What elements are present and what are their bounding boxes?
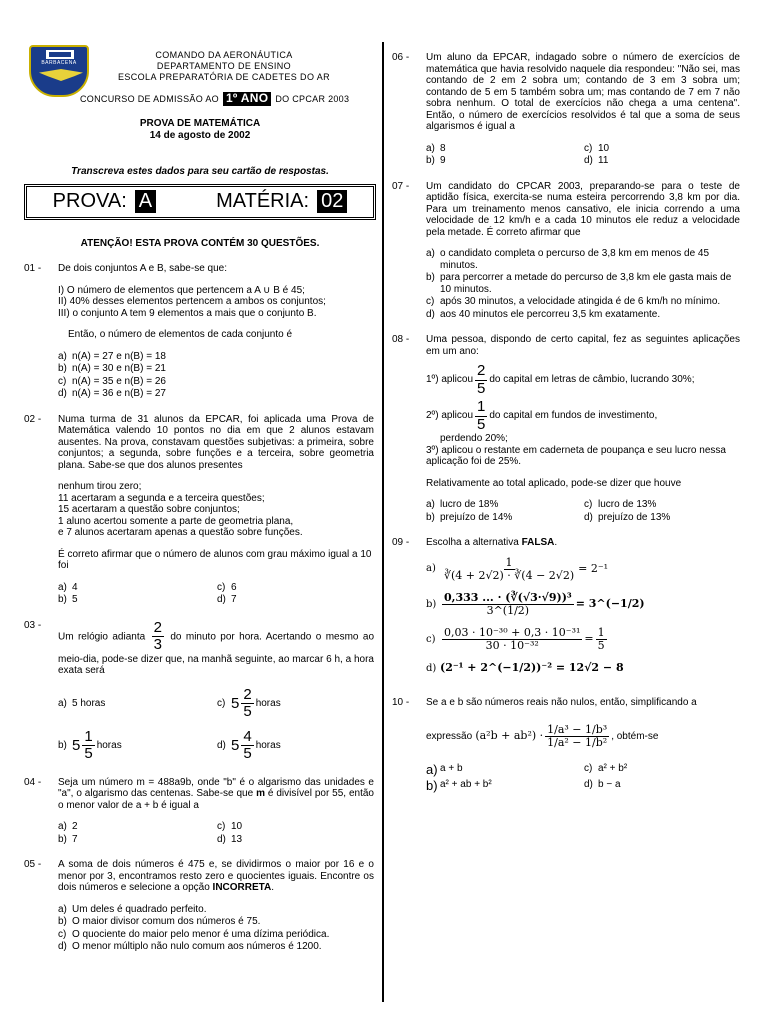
option-c[interactable]: c) $\frac{\text{0,03 · 10⁻³⁰ + 0,3 · 10⁻³¹}}{\text{30 · 10⁻³²}}$ = $\frac{1}{5}$ <box>426 625 605 652</box>
fraction: $\frac{2}{3}$ <box>153 618 162 653</box>
option-b[interactable]: b) O maior divisor comum dos números é 75. <box>58 916 261 927</box>
option-d[interactable]: d) prejuízo de 13% <box>584 511 671 523</box>
transcreva-note: Transcreva estes dados para seu cartão de respostas. <box>71 166 329 177</box>
question-03 <box>24 620 376 763</box>
question-10 <box>392 697 742 795</box>
exam-prefix: CONCURSO DE ADMISSÃO AO <box>80 94 219 104</box>
options <box>58 687 376 763</box>
option-c[interactable]: c) 10 <box>584 142 610 154</box>
option-b[interactable]: b) 7 <box>58 833 78 845</box>
application-3: 3º) aplicou o restante em caderneta de poupança e seu lucro nessa aplicação foi de 25%. <box>426 444 726 467</box>
option-d[interactable]: d) n(A) = 36 e n(B) = 27 <box>58 388 166 399</box>
question-stem: Um relógio adianta $\frac{2}{3}$ do minuto por hora. Acertando o mesmo ao meio-dia, pode-se dizer que, na manhã seguinte, ao marcar 6 h, a hora exata será <box>58 618 375 676</box>
question-number: 03 - <box>24 619 42 631</box>
condition-item: I) O número de elementos que pertencem a A ∪ B é 45; <box>58 284 305 296</box>
option-d[interactable]: d) (2⁻¹ + 2^(−1/2))⁻² = 12√2 − 8 <box>426 661 624 675</box>
option-b[interactable]: b) $\frac{\text{0,333 ... · (∛(√3·√9))³}}{3\^{}(1/2)}$ = 3^(−1/2) <box>426 590 645 617</box>
option-c[interactable]: c) O quociente do maior pelo menor é uma dízima periódica. <box>58 928 330 940</box>
question-08 <box>392 334 742 523</box>
option-d[interactable]: d) 13 <box>217 833 243 845</box>
right-column <box>392 52 742 794</box>
option-a[interactable]: a) n(A) = 27 e n(B) = 18 <box>58 350 166 362</box>
logo-text: BARBACENA <box>41 60 77 66</box>
option-c[interactable]: c) n(A) = 35 e n(B) = 26 <box>58 375 166 387</box>
facts-list <box>58 481 376 572</box>
options <box>426 143 742 167</box>
option-b[interactable]: b) n(A) = 30 e n(B) = 21 <box>58 363 166 374</box>
option-d[interactable]: d) 5 $\frac{4}{5}$ horas <box>217 727 281 762</box>
options <box>426 763 742 794</box>
wing-emblem-icon <box>39 69 83 81</box>
options <box>58 351 376 400</box>
option-a[interactable]: a) $\frac{1}{∛(4 + 2√2) \cdot ∛(4 - 2√2)}$ = 2⁻¹ <box>426 555 609 582</box>
question-number: 07 - <box>392 180 410 192</box>
header <box>24 40 376 118</box>
option-a[interactable]: a) 4 <box>58 581 78 593</box>
condition-item: III) o conjunto A tem 9 elementos a mais que o conjunto B. <box>58 307 317 319</box>
option-c[interactable]: c) 10 <box>217 821 243 832</box>
fact-item: 11 acertaram a segunda e a terceira questões; <box>58 492 265 504</box>
option-c[interactable]: c) 5 $\frac{2}{5}$ horas <box>217 685 281 720</box>
question-stem: Escolha a alternativa FALSA. <box>426 537 558 548</box>
institution-block <box>104 50 344 82</box>
question-stem: A soma de dois números é 475 e, se dividirmos o maior por 16 e o menor por 3, encontramos resto zero e quocientes iguais. Encontre os dois números e selecione a opção INCORRETA. <box>58 859 374 893</box>
prova-label: PROVA: <box>52 190 127 212</box>
option-a[interactable]: a) 5 horas <box>58 697 106 709</box>
question-07 <box>392 181 742 321</box>
options <box>58 904 376 953</box>
question-number: 08 - <box>392 334 410 345</box>
expression: expressão (a²b + ab²) · $\frac{\text{1/a³ − 1/b³}}{\text{1/a² − 1/b²}}$ , obtém-se <box>426 723 659 750</box>
epcar-logo <box>29 45 89 97</box>
exam-suffix: DO CPCAR 2003 <box>275 94 350 104</box>
question-tail: É correto afirmar que o número de alunos com grau máximo igual a 10 foi <box>58 548 372 571</box>
option-c[interactable]: c) após 30 minutos, a velocidade atingida é de 6 km/h no mínimo. <box>426 296 721 307</box>
option-d[interactable]: d) 11 <box>584 155 609 166</box>
question-02 <box>24 414 376 606</box>
option-b[interactable]: b) 9 <box>426 155 446 166</box>
materia-label: MATÉRIA: <box>216 190 310 212</box>
question-04 <box>24 777 376 846</box>
option-a[interactable]: a) 2 <box>58 821 78 832</box>
column-divider <box>382 42 384 1002</box>
question-number: 05 - <box>24 859 42 870</box>
application-2: 2º) aplicou $\frac{1}{5}$ do capital em fundos de investimento, <box>426 398 658 433</box>
option-a[interactable]: a) a + b <box>426 762 463 778</box>
question-09 <box>392 537 742 675</box>
option-a[interactable]: a) lucro de 18% <box>426 499 499 510</box>
question-number: 01 - <box>24 263 42 274</box>
prova-value: A <box>135 190 156 213</box>
question-01 <box>24 263 376 400</box>
question-stem: Se a e b são números reais não nulos, então, simplificando a <box>426 696 697 708</box>
options <box>426 248 742 320</box>
option-b[interactable]: b) a² + ab + b² <box>426 778 492 794</box>
institution-line-1: COMANDO DA AERONÁUTICA <box>155 50 293 60</box>
question-number: 02 - <box>24 413 42 425</box>
question-06 <box>392 52 742 167</box>
option-b[interactable]: b) prejuízo de 14% <box>426 511 513 523</box>
institution-line-3: ESCOLA PREPARATÓRIA DE CADETES DO AR <box>117 71 331 82</box>
question-number: 10 - <box>392 696 410 708</box>
question-stem: Numa turma de 31 alunos da EPCAR, foi aplicada uma Prova de Matemática valendo 10 pontos no dia em que 2 alunos estavam ausentes. Na prova, constavam questões subjetivas: a primeira, sobre conjuntos; a segunda, sobre funções e a terceira, sobre geometria plana. Sabe-se que dos alunos presentes <box>58 413 374 471</box>
option-b[interactable]: b) 5 $\frac{1}{5}$ horas <box>58 727 122 762</box>
atencao-notice: ATENÇÃO! ESTA PROVA CONTÉM 30 QUESTÕES. <box>80 237 320 249</box>
institution-line-2: DEPARTAMENTO DE ENSINO <box>156 60 292 71</box>
question-number: 04 - <box>24 776 42 788</box>
question-stem: Seja um número m = 488a9b, onde "b" é o algarismo das unidades e "a", o algarismo das centenas. Sabe-se que m é divisível por 55, então o menor valor de a + b é igual a <box>58 776 374 811</box>
option-d[interactable]: d) O menor múltiplo não nulo comum aos números é 1200. <box>58 941 322 952</box>
option-b[interactable]: b) para percorrer a metade do percurso de 3,8 km ele gasta mais de 10 minutos. <box>426 272 732 295</box>
fact-item: e 7 alunos acertaram apenas a questão sobre funções. <box>58 527 303 538</box>
left-column <box>24 40 376 953</box>
options <box>426 499 742 523</box>
question-tail: Relativamente ao total aplicado, pode-se dizer que houve <box>426 477 682 489</box>
question-stem: Uma pessoa, dispondo de certo capital, fez as seguintes aplicações em um ano: <box>426 334 740 357</box>
condition-list <box>58 285 376 341</box>
materia-value: 02 <box>317 190 347 213</box>
options <box>426 557 742 675</box>
question-stem: Um aluno da EPCAR, indagado sobre o número de exercícios de matemática que havia resolvido naquele dia respondeu: "Não sei, mas contando de 2 em 2 sobra um; contando de 3 em 3 sobra um; contando de 5 em 5 também sobra um; mas contando de 7 em 7 não sobra nenhum. O total de exercícios não chega a uma centena". Então, o número de exercícios resolvidos é tal que a soma de seus algarismos é igual a <box>426 52 740 132</box>
application-1: 1º) aplicou $\frac{2}{5}$ do capital em letras de câmbio, lucrando 30%; <box>426 362 695 397</box>
question-tail: Então, o número de elementos de cada conjunto é <box>68 329 293 340</box>
question-number: 09 - <box>392 537 410 548</box>
condition-item: II) 40% desses elementos pertencem a ambos os conjuntos; <box>58 296 326 307</box>
fact-item: 1 aluno acertou somente a parte de geometria plana, <box>58 515 294 527</box>
exam-line <box>80 92 349 106</box>
options <box>58 582 376 606</box>
option-a[interactable]: a) o candidato completa o percurso de 3,8 km em menos de 45 minutos. <box>426 248 710 271</box>
application-2-loss: perdendo 20%; <box>440 433 508 444</box>
option-b[interactable]: b) 5 <box>58 594 78 605</box>
options <box>58 821 376 845</box>
question-number: 06 - <box>392 52 410 63</box>
fact-item: nenhum tirou zero; <box>58 481 142 492</box>
option-d[interactable]: d) b − a <box>584 779 621 791</box>
prova-box <box>24 184 376 220</box>
applications-list <box>426 363 742 489</box>
question-stem: Um candidato do CPCAR 2003, preparando-se para o teste de aptidão física, exercita-se numa esteira percorrendo 3,8 km por dia. Para um treinamento menos cansativo, ele inicia correndo a uma velocidade de 12 km/h e a cada 10 minutos ele reduz a velocidade pela metade. É correto afirmar que <box>426 180 740 238</box>
prova-title: PROVA DE MATEMÁTICA <box>139 118 261 129</box>
option-a[interactable]: a) Um deles é quadrado perfeito. <box>58 903 207 915</box>
question-05 <box>24 859 376 953</box>
fact-item: 15 acertaram a questão sobre conjuntos; <box>58 504 240 515</box>
prova-date: 14 de agosto de 2002 <box>149 130 251 141</box>
option-a[interactable]: a) 8 <box>426 142 446 154</box>
option-c[interactable]: c) lucro de 13% <box>584 499 657 510</box>
question-stem: De dois conjuntos A e B, sabe-se que: <box>58 263 227 274</box>
flag-icon <box>46 50 74 59</box>
option-c[interactable]: c) 6 <box>217 581 237 593</box>
option-d[interactable]: d) 7 <box>217 594 237 605</box>
option-c[interactable]: c) a² + b² <box>584 763 628 775</box>
option-d[interactable]: d) aos 40 minutos ele percorreu 3,5 km exatamente. <box>426 308 661 320</box>
exam-ano-badge: 1º ANO <box>223 92 271 106</box>
